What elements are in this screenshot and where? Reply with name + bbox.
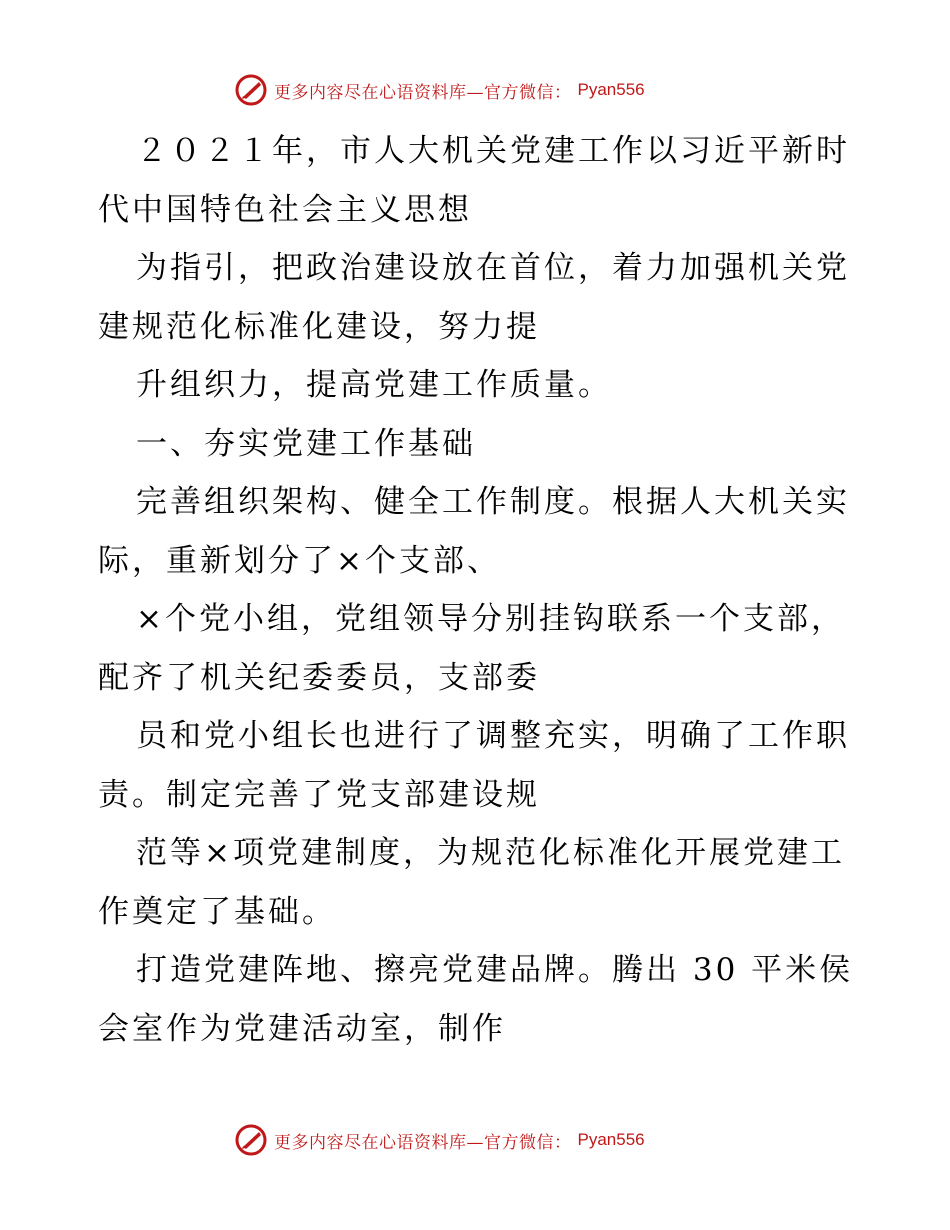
watermark-text: 更多内容尽在心语资料库—官方微信：	[274, 1132, 572, 1153]
watermark-id: Pyan556	[577, 1130, 645, 1149]
paragraph-line: ２０２１年，市人大机关党建工作以习近平新时	[136, 133, 850, 169]
watermark-text: 更多内容尽在心语资料库—官方微信：	[274, 82, 572, 103]
watermark-logo-icon	[234, 1123, 268, 1157]
paragraph-line: 员和党小组长也进行了调整充实，明确了工作职	[136, 718, 850, 754]
paragraph-line: 完善组织架构、健全工作制度。根据人大机关实	[136, 484, 850, 520]
paragraph-line: 范等×项党建制度，为规范化标准化开展党建工	[136, 835, 845, 871]
paragraph-line: 打造党建阵地、擦亮党建品牌。腾出 30 平米侯	[136, 952, 854, 988]
section-heading: 一、夯实党建工作基础	[136, 425, 476, 462]
watermark-id: Pyan556	[577, 80, 645, 99]
paragraph-line: 建规范化标准化建设，努力提	[98, 308, 540, 345]
paragraph-line: 责。制定完善了党支部建设规	[98, 776, 540, 813]
paragraph-line: 际，重新划分了×个支部、	[98, 542, 501, 579]
document-body	[98, 122, 858, 1058]
paragraph-line: 代中国特色社会主义思想	[98, 191, 472, 228]
paragraph-line: ×个党小组，党组领导分别挂钩联系一个支部，	[136, 601, 845, 637]
paragraph-line: 配齐了机关纪委委员，支部委	[98, 659, 540, 696]
watermark-logo-icon	[234, 73, 268, 107]
paragraph-line: 会室作为党建活动室，制作	[98, 1010, 506, 1047]
paragraph-line: 作奠定了基础。	[98, 893, 336, 930]
footer-watermark	[234, 1122, 645, 1158]
paragraph-line: 为指引，把政治建设放在首位，着力加强机关党	[136, 250, 850, 286]
paragraph-line: 升组织力，提高党建工作质量。	[136, 367, 612, 403]
header-watermark	[234, 72, 645, 108]
